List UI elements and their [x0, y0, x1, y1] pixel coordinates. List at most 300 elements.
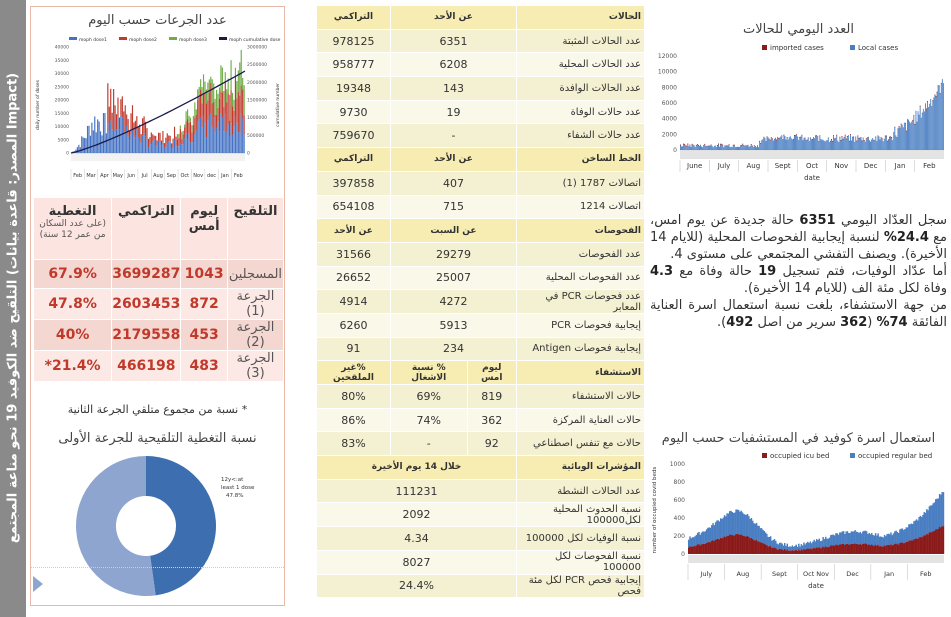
row-cumulative: 2179558 [112, 320, 181, 351]
icu-bed-bar [799, 551, 800, 554]
local-cases-bar [757, 145, 758, 150]
dose-bar [220, 65, 221, 91]
local-cases-bar [844, 138, 845, 150]
dose-bar [177, 139, 178, 146]
regular-bed-bar [934, 502, 935, 530]
icu-bed-bar [868, 545, 869, 554]
y-tick-label: 0 [66, 151, 69, 157]
imported-cases-bar [832, 141, 833, 142]
vertical-banner [0, 0, 26, 617]
dose-bar [181, 139, 182, 144]
icu-bed-bar [772, 548, 773, 554]
dose-bar [220, 113, 221, 153]
local-cases-bar [714, 146, 715, 150]
regular-bed-bar [697, 533, 698, 545]
imported-cases-bar [680, 145, 681, 146]
dose-bar [125, 105, 126, 131]
regular-bed-bar [903, 530, 904, 543]
icu-bed-bar [807, 549, 808, 554]
local-cases-bar [823, 140, 824, 150]
stats-cumulative: 4914 [317, 290, 391, 314]
local-cases-bar [775, 138, 776, 150]
regular-bed-bar [712, 523, 713, 540]
regular-bed-bar [785, 546, 786, 550]
stats-occupancy: 69% [390, 385, 467, 409]
icu-bed-bar [930, 532, 931, 554]
stats-value: 4272 [390, 290, 516, 314]
icu-bed-bar [770, 546, 771, 554]
local-cases-bar [807, 141, 808, 150]
imported-cases-bar [759, 141, 760, 142]
regular-bed-bar [766, 534, 767, 545]
stats-row [317, 432, 645, 456]
local-cases-bar [800, 138, 801, 150]
stats-label: اتصالات 1787 (1) [517, 171, 645, 195]
x-axis-label: date [808, 582, 824, 590]
regular-bed-bar [796, 545, 797, 550]
local-cases-bar [879, 136, 880, 150]
dose-bar [130, 134, 131, 153]
dose-bar [165, 138, 166, 148]
local-cases-bar [724, 145, 725, 150]
dose-bar [197, 89, 198, 100]
imported-cases-bar [920, 106, 921, 107]
stats-label: حالات مع تنفس اصطناعي [517, 432, 645, 456]
regular-bed-bar [749, 519, 750, 538]
month-label: Jul [141, 173, 148, 179]
regular-bed-bar [702, 531, 703, 543]
dose-bar [128, 137, 129, 153]
regular-bed-bar [689, 536, 690, 546]
cumulative-header: التراكمي [112, 198, 181, 260]
date-strip [680, 151, 944, 159]
regular-bed-bar [916, 519, 917, 538]
icu-bed-bar [801, 550, 802, 554]
imported-cases-bar [867, 137, 868, 138]
regular-bed-bar [833, 535, 834, 546]
dose-bar [231, 90, 232, 123]
stats-label: نسبة الفحوصات لكل 100000 [517, 550, 645, 574]
local-cases-bar [920, 107, 921, 150]
dose-bar [113, 113, 114, 153]
imported-cases-bar [864, 140, 865, 141]
legend-label: moph dose3 [179, 38, 207, 43]
dose-bar [239, 96, 240, 133]
icu-bed-bar [819, 547, 820, 554]
dose-bar [203, 116, 204, 153]
regular-bed-bar [920, 516, 921, 537]
regular-bed-bar [909, 524, 910, 540]
daily-cases-chart [650, 42, 948, 194]
icu-bed-bar [870, 545, 871, 554]
y-axis-label: number of occupied covid beds [652, 466, 658, 554]
local-cases-bar [737, 147, 738, 150]
dose-bar [219, 131, 220, 153]
regular-bed-bar [825, 537, 826, 546]
row-cumulative: 466198 [112, 351, 181, 382]
stats-value: 4.34 [317, 527, 517, 551]
dose-bar [161, 140, 162, 145]
local-cases-bar [741, 146, 742, 150]
dose-bar [178, 134, 179, 138]
imported-cases-bar [763, 137, 764, 138]
local-cases-bar [771, 138, 772, 150]
dose-bar [177, 147, 178, 153]
regular-bed-bar [703, 532, 704, 544]
regular-bed-bar [793, 547, 794, 551]
dose-bar [149, 137, 150, 144]
local-cases-bar [908, 120, 909, 150]
dose-bar [207, 120, 208, 153]
dose-bar [228, 94, 229, 125]
month-label: Sep [166, 173, 177, 179]
regular-bed-bar [739, 512, 740, 535]
regular-bed-bar [740, 511, 741, 535]
regular-bed-bar [813, 540, 814, 548]
imported-cases-bar [834, 138, 835, 139]
stats-label: حالات العناية المركزة [517, 408, 645, 432]
dose-bar [200, 117, 201, 153]
regular-bed-bar [714, 525, 715, 541]
dose-bar [154, 136, 155, 140]
local-cases-bar [917, 122, 918, 150]
local-cases-bar [891, 138, 892, 150]
icu-bed-bar [702, 544, 703, 554]
stats-unvaccinated: 80% [317, 385, 391, 409]
stats-unvaccinated: 83% [317, 432, 391, 456]
dose-bar [231, 123, 232, 153]
icu-bed-bar [926, 534, 927, 554]
dose-bar [133, 123, 134, 138]
icu-bed-bar [897, 544, 898, 554]
local-cases-bar [812, 140, 813, 150]
row-cumulative: 3699287 [112, 260, 181, 289]
icu-bed-bar [927, 534, 928, 554]
month-label: Apr [100, 173, 109, 179]
summary-text [650, 212, 947, 331]
local-cases-bar [931, 106, 932, 150]
stats-label: إيجابية فحص PCR لكل مئة فحص [517, 574, 645, 598]
regular-bed-bar [784, 543, 785, 549]
icu-bed-bar [815, 548, 816, 554]
regular-bed-bar [824, 539, 825, 547]
regular-bed-bar [888, 534, 889, 545]
icu-bed-bar [719, 539, 720, 554]
regular-bed-bar [705, 531, 706, 544]
icu-bed-bar [728, 536, 729, 554]
local-cases-bar [865, 142, 866, 150]
stats-value: 111231 [317, 479, 517, 503]
stats-label: عدد الحالات الوافدة [517, 77, 645, 101]
dose-bar [104, 113, 105, 153]
dose-bar [196, 130, 197, 153]
date-strip [71, 154, 245, 161]
month-label: Jan [221, 173, 229, 179]
local-cases-bar [703, 146, 704, 150]
local-cases-bar [787, 138, 788, 150]
local-cases-bar [881, 138, 882, 150]
dose-bar [128, 119, 129, 137]
local-cases-bar [834, 139, 835, 150]
regular-bed-bar [700, 535, 701, 546]
regular-bed-bar [849, 533, 850, 545]
dose-bar [175, 137, 176, 146]
local-cases-bar [819, 135, 820, 150]
imported-cases-bar [743, 145, 744, 146]
local-cases-bar [751, 145, 752, 150]
stats-row [317, 219, 645, 243]
regular-bed-bar [927, 510, 928, 534]
dose-bar [229, 121, 230, 137]
local-cases-bar [695, 147, 696, 150]
dose-bar [112, 129, 113, 153]
imported-cases-bar [711, 145, 712, 146]
dose-bar [188, 133, 189, 153]
dose-bar [132, 105, 133, 130]
legend-label: occupied regular bed [858, 452, 933, 460]
regular-bed-bar [797, 547, 798, 551]
imported-cases-bar [778, 138, 779, 139]
local-cases-bar [704, 145, 705, 150]
regular-bed-bar [743, 514, 744, 536]
imported-cases-bar [721, 144, 722, 145]
local-cases-bar [900, 128, 901, 150]
local-cases-bar [719, 147, 720, 150]
icu-bed-bar [842, 544, 843, 554]
dose-bar [238, 132, 239, 153]
local-cases-bar [856, 142, 857, 150]
local-cases-bar [883, 141, 884, 150]
imported-cases-bar [841, 140, 842, 141]
regular-bed-bar [889, 534, 890, 545]
dose-bar [148, 147, 149, 153]
dose-bar [157, 140, 158, 145]
regular-bed-bar [899, 529, 900, 543]
icu-bed-bar [760, 542, 761, 554]
regular-bed-bar [790, 547, 791, 551]
dose-bar [101, 135, 102, 153]
dose-bar [142, 118, 143, 135]
dose-bar [235, 116, 236, 153]
regular-bed-bar [900, 529, 901, 543]
stats-label: نسبة الوفيات لكل 100000 [517, 527, 645, 551]
local-cases-bar [817, 137, 818, 150]
local-cases-bar [809, 141, 810, 150]
stats-value: عن الأحد [390, 6, 516, 30]
regular-bed-bar [842, 531, 843, 543]
dose-bar [161, 145, 162, 153]
icu-bed-bar [876, 546, 877, 554]
month-label: Nov [834, 162, 849, 170]
summary-cases: سجل العدّاد اليومي 6351 حالة جديدة عن يوم امس، مع 24.4% لنسبة إيجابية الفحوصات المحلية (للايام 14 الأخيرة). ويصنف التفشي المجتمعي على مستوى 4. [650, 213, 948, 262]
local-cases-bar [868, 137, 869, 150]
local-cases-bar [873, 141, 874, 150]
regular-bed-bar [752, 521, 753, 539]
icu-bed-bar [796, 550, 797, 554]
dose-bar [215, 115, 216, 132]
dose-bar [212, 103, 213, 127]
dose-bar [170, 136, 171, 141]
regular-bed-bar [925, 513, 926, 536]
stats-occupancy: % نسبة الاشغال [390, 361, 467, 385]
regular-bed-bar [803, 542, 804, 548]
dose-bar [173, 139, 174, 148]
local-cases-bar [815, 136, 816, 150]
imported-cases-bar [833, 135, 834, 136]
imported-cases-bar [890, 136, 891, 137]
icu-bed-bar [781, 549, 782, 554]
y2-tick-label: 1000000 [247, 116, 268, 122]
regular-bed-bar [776, 544, 777, 550]
dose-bar [177, 134, 178, 139]
dose-bar [129, 140, 130, 153]
icu-bed-bar [867, 545, 868, 554]
dose-bar [158, 133, 159, 141]
dose-bar [223, 91, 224, 107]
imported-cases-bar [783, 135, 784, 136]
dose-bar [190, 118, 191, 122]
regular-bed-bar [819, 539, 820, 547]
dose-bar [83, 137, 84, 153]
imported-cases-bar [846, 138, 847, 139]
imported-cases-bar [734, 145, 735, 146]
local-cases-bar [735, 147, 736, 150]
icu-bed-bar [900, 543, 901, 554]
icu-bed-bar [889, 545, 890, 554]
regular-bed-bar [862, 532, 863, 544]
local-cases-bar [755, 146, 756, 150]
regular-bed-bar [935, 499, 936, 529]
imported-cases-bar [760, 143, 761, 144]
regular-bed-bar [787, 544, 788, 550]
local-cases-bar [934, 96, 935, 150]
y-tick-label: 10000 [657, 68, 677, 76]
y2-tick-label: 2000000 [247, 80, 268, 86]
regular-bed-bar [917, 520, 918, 538]
icu-bed-bar [885, 546, 886, 554]
regular-bed-bar [839, 532, 840, 544]
icu-bed-bar [734, 535, 735, 554]
local-cases-bar [842, 137, 843, 150]
local-cases-bar [690, 146, 691, 150]
stats-label: عدد الفحوصات المحلية [517, 266, 645, 290]
donut-label: 12y<:at [221, 477, 244, 483]
stats-value: 24.4% [317, 574, 517, 598]
regular-bed-bar [807, 542, 808, 549]
dose-bar [116, 129, 117, 153]
local-cases-bar [696, 146, 697, 150]
stats-label: عدد الحالات النشطة [517, 479, 645, 503]
regular-bed-bar [854, 530, 855, 543]
dose-bar [220, 91, 221, 113]
regular-bed-bar [716, 521, 717, 539]
y-tick-label: 30000 [54, 72, 69, 77]
local-cases-bar [811, 139, 812, 150]
imported-cases-bar [742, 144, 743, 145]
icu-bed-bar [892, 546, 893, 554]
icu-bed-bar [789, 551, 790, 554]
regular-bed-bar [915, 521, 916, 539]
imported-cases-bar [686, 146, 687, 147]
dose-bar [165, 148, 166, 153]
imported-cases-bar [853, 136, 854, 137]
regular-bed-bar [729, 511, 730, 535]
dose-bar [88, 126, 89, 153]
dose-bar [217, 94, 218, 108]
local-cases-bar [697, 145, 698, 150]
stats-row [317, 527, 645, 551]
local-cases-bar [838, 142, 839, 150]
dose-bar [244, 116, 245, 135]
imported-cases-bar [741, 145, 742, 146]
regular-bed-bar [861, 533, 862, 544]
icu-bed-bar [894, 544, 895, 554]
dose-bar [200, 79, 201, 89]
dose-bar [216, 90, 217, 115]
imported-cases-bar [729, 144, 730, 145]
dose-bar [235, 68, 236, 77]
local-cases-bar [761, 141, 762, 150]
imported-cases-bar [816, 135, 817, 136]
icu-bed-bar [924, 535, 925, 554]
dose-bar [129, 131, 130, 140]
imported-cases-bar [849, 141, 850, 142]
icu-bed-bar [836, 545, 837, 554]
local-cases-bar [773, 141, 774, 150]
local-cases-bar [764, 138, 765, 150]
regular-bed-bar [843, 531, 844, 544]
imported-cases-bar [817, 136, 818, 137]
regular-bed-bar [788, 547, 789, 551]
imported-cases-bar [913, 115, 914, 116]
row-cumulative: 2603453 [112, 289, 181, 320]
regular-bed-bar [936, 499, 937, 529]
icu-bed-bar [872, 545, 873, 554]
dose-bar [180, 129, 181, 143]
y-tick-label: 400 [673, 515, 685, 522]
regular-bed-bar [834, 535, 835, 545]
dose-bar [222, 68, 223, 93]
yesterday-header: ليوم أمس [181, 198, 227, 260]
icu-bed-bar [853, 544, 854, 554]
local-cases-bar [938, 85, 939, 150]
icu-bed-bar [902, 543, 903, 554]
dose-bar [215, 99, 216, 115]
icu-bed-bar [835, 545, 836, 554]
icu-bed-bar [714, 541, 715, 554]
stats-occupancy: 74% [390, 408, 467, 432]
regular-bed-bar [898, 533, 899, 545]
icu-bed-bar [893, 545, 894, 554]
stats-value: 407 [390, 171, 516, 195]
icu-bed-bar [879, 546, 880, 554]
stats-row [317, 290, 645, 314]
local-cases-bar [933, 97, 934, 150]
regular-bed-bar [874, 535, 875, 545]
regular-bed-bar [778, 544, 779, 549]
icu-bed-bar [939, 527, 940, 554]
icu-bed-bar [858, 545, 859, 554]
dose-bar [99, 122, 100, 153]
play-arrow-icon [33, 576, 43, 592]
stats-cumulative: 6260 [317, 313, 391, 337]
icu-bed-bar [860, 544, 861, 554]
local-cases-bar [902, 125, 903, 150]
local-cases-bar [829, 142, 830, 150]
local-cases-bar [762, 139, 763, 150]
local-cases-bar [862, 141, 863, 150]
dose-bar [126, 126, 127, 153]
